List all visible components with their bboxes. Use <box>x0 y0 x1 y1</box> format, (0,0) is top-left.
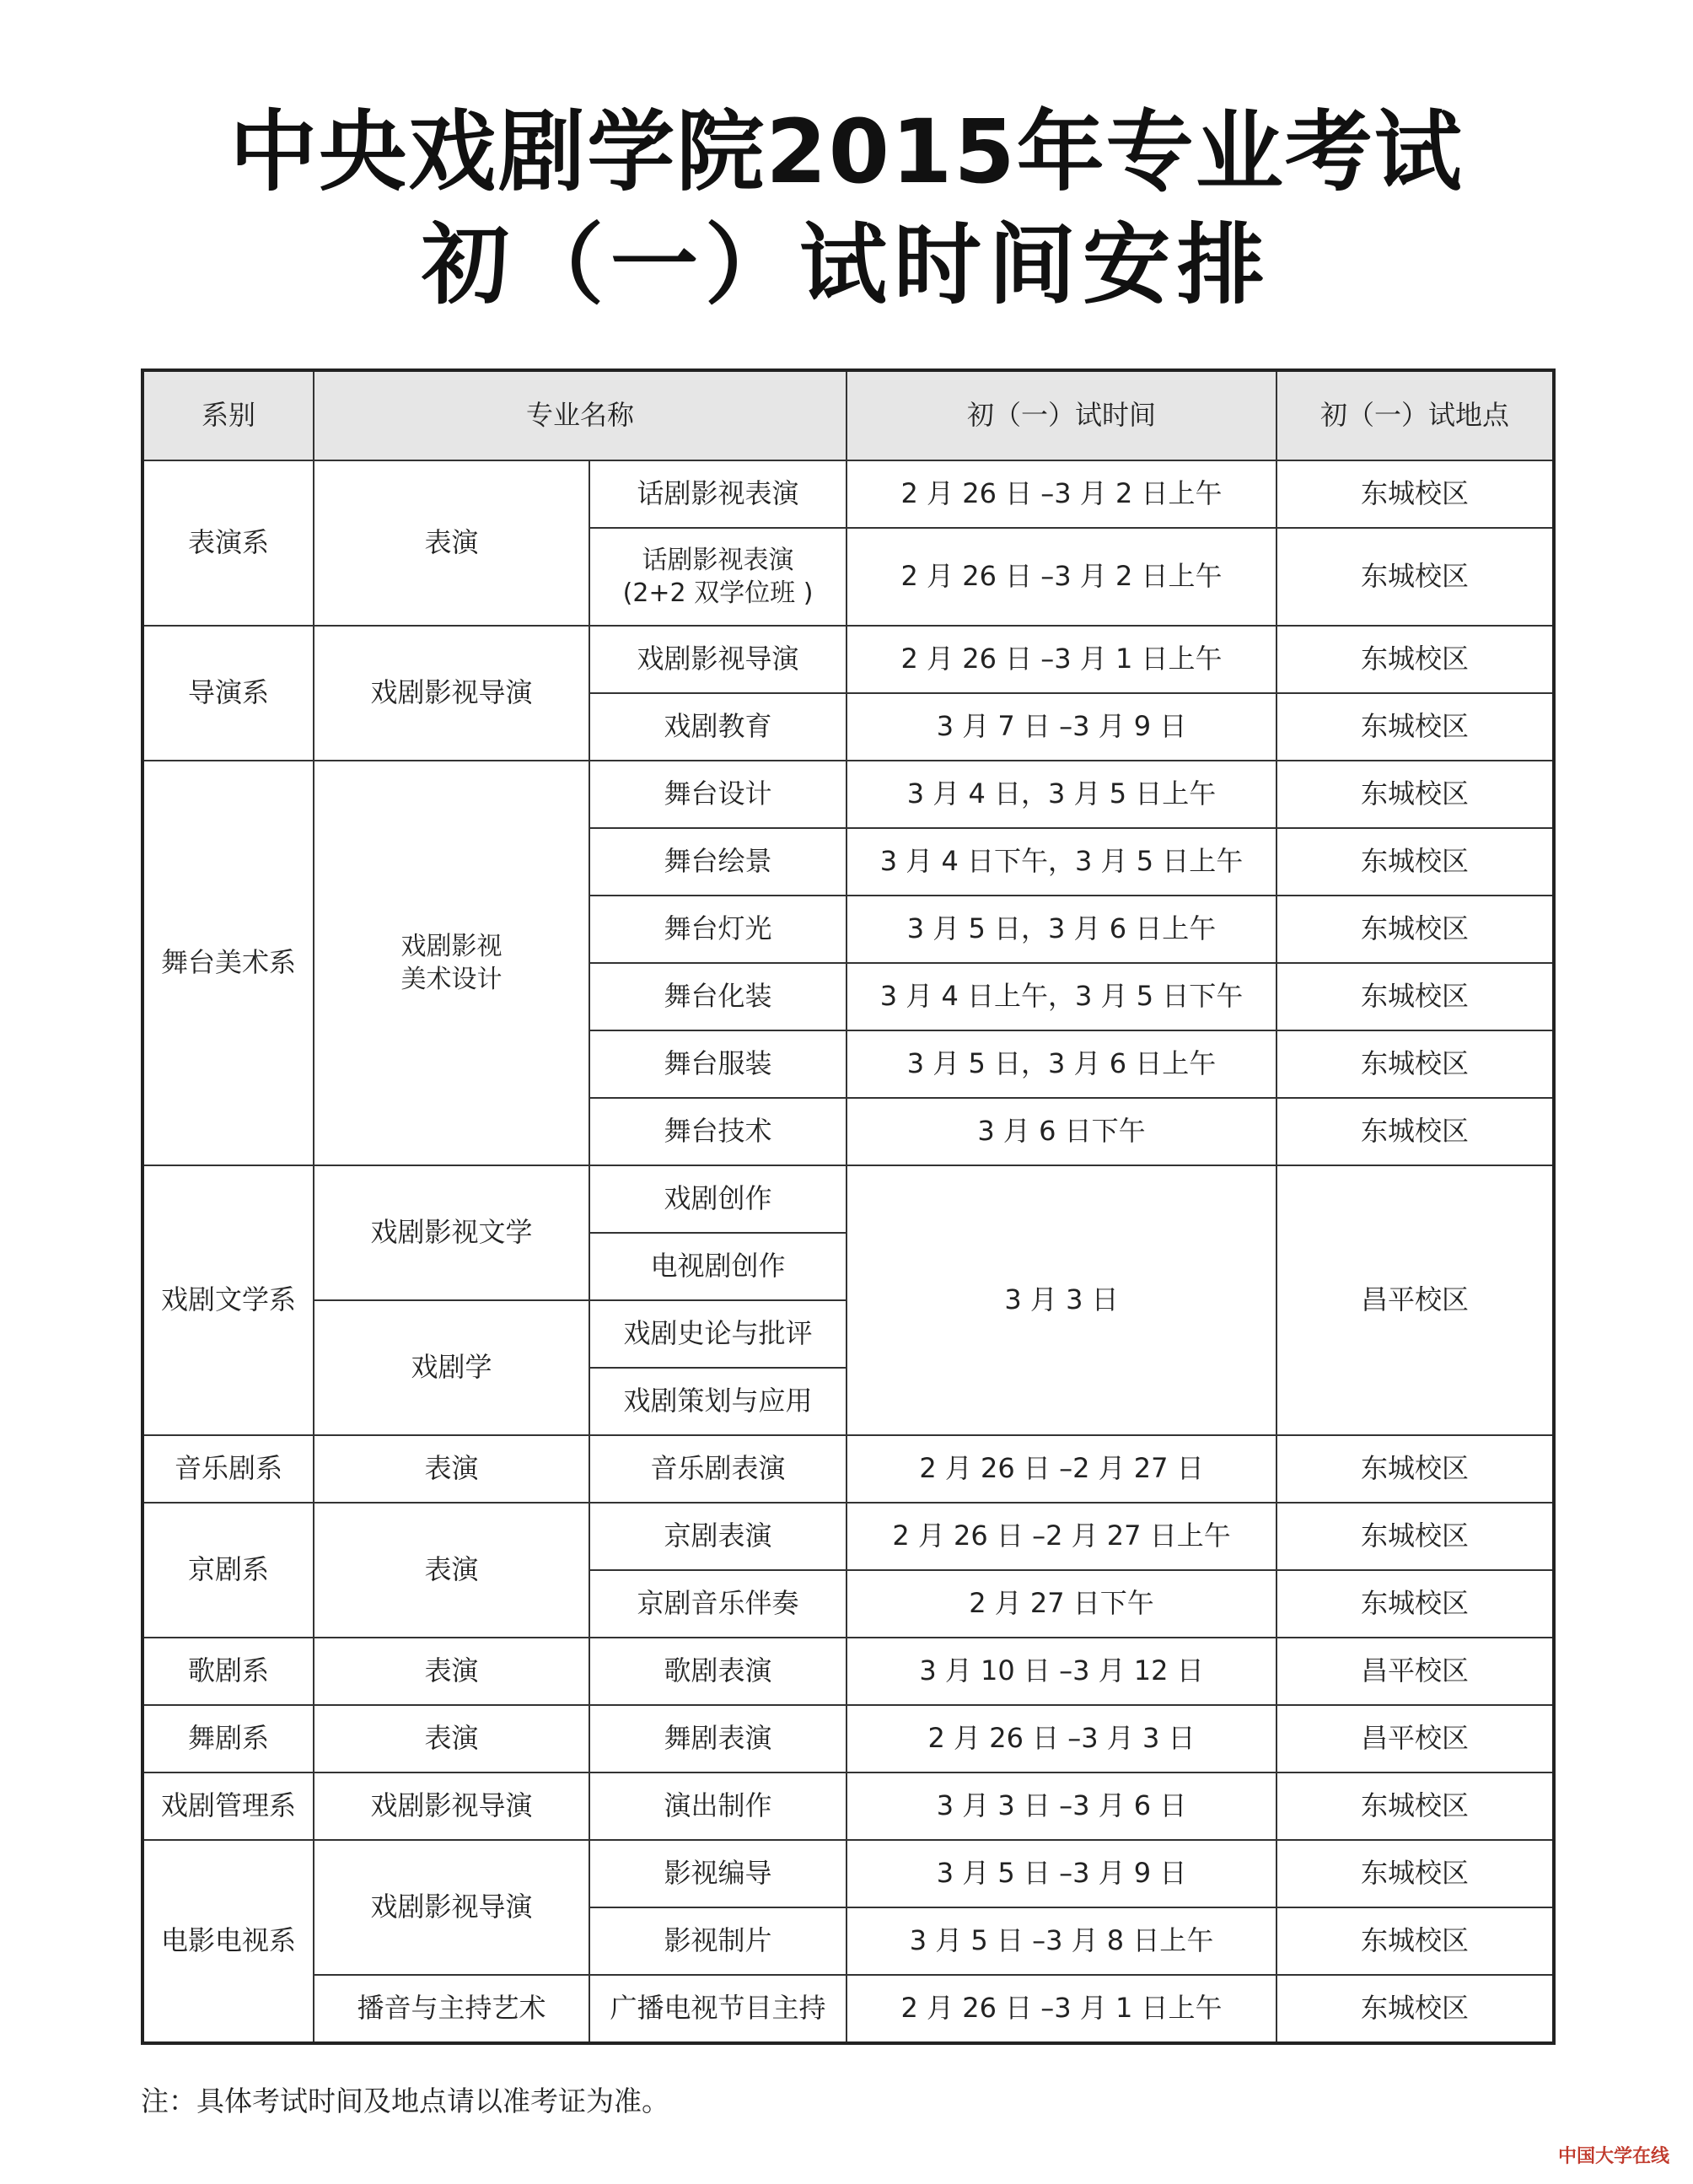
place-cell: 东城校区 <box>1276 1098 1554 1165</box>
dept-cell: 舞台美术系 <box>142 761 314 1165</box>
sub-major-cell: 舞台化装 <box>589 963 846 1030</box>
sub-major-cell: 京剧音乐伴奏 <box>589 1570 846 1638</box>
header-major: 专业名称 <box>314 370 846 460</box>
table-row <box>142 1503 1554 1570</box>
sub-major-cell: 影视编导 <box>589 1840 846 1907</box>
major-cell: 表演 <box>314 1503 589 1638</box>
table-row <box>142 1435 1554 1503</box>
header-place: 初（一）试地点 <box>1276 370 1554 460</box>
time-cell: 3 月 4 日上午，3 月 5 日下午 <box>846 963 1276 1030</box>
major-line: 戏剧影视 <box>400 932 503 961</box>
time-cell: 2 月 26 日 –2 月 27 日 <box>846 1435 1276 1503</box>
watermark-logo: 中国大学在线 <box>1557 2146 1669 2167</box>
place-cell: 东城校区 <box>1276 1570 1554 1638</box>
time-cell: 3 月 5 日 –3 月 9 日 <box>846 1840 1276 1907</box>
place-cell: 东城校区 <box>1276 460 1554 528</box>
major-cell: 表演 <box>314 1705 589 1772</box>
table-row <box>142 1165 1554 1233</box>
sub-major-cell: 舞台服装 <box>589 1030 846 1098</box>
major-cell: 表演 <box>314 1638 589 1705</box>
dept-cell: 导演系 <box>142 626 314 761</box>
major-cell: 表演 <box>314 1435 589 1503</box>
place-cell: 昌平校区 <box>1276 1705 1554 1772</box>
place-cell: 昌平校区 <box>1276 1165 1554 1435</box>
table-row <box>142 1840 1554 1907</box>
sub-major-cell: 戏剧影视导演 <box>589 626 846 693</box>
time-cell: 2 月 26 日 –3 月 3 日 <box>846 1705 1276 1772</box>
header-dept: 系别 <box>142 370 314 460</box>
sub-major-cell: 戏剧创作 <box>589 1165 846 1233</box>
sub-major-cell: 电视剧创作 <box>589 1233 846 1300</box>
table-header-row <box>142 370 1554 460</box>
place-cell: 东城校区 <box>1276 1975 1554 2043</box>
sub-major-cell <box>589 528 846 626</box>
time-cell: 2 月 26 日 –3 月 1 日上午 <box>846 626 1276 693</box>
sub-major-cell: 舞台技术 <box>589 1098 846 1165</box>
sub-major-cell: 舞台设计 <box>589 761 846 828</box>
place-cell: 东城校区 <box>1276 828 1554 896</box>
time-cell: 3 月 6 日下午 <box>846 1098 1276 1165</box>
sub-major-cell: 话剧影视表演 <box>589 460 846 528</box>
major-cell: 戏剧影视导演 <box>314 626 589 761</box>
page-title: 中央戏剧学院2015年专业考试 <box>229 100 1464 203</box>
dept-cell: 戏剧管理系 <box>142 1772 314 1840</box>
table-row <box>142 626 1554 693</box>
page-subtitle: 初（一）试时间安排 <box>421 213 1271 316</box>
major-cell: 戏剧影视导演 <box>314 1840 589 1975</box>
time-cell: 3 月 4 日，3 月 5 日上午 <box>846 761 1276 828</box>
time-cell: 3 月 5 日 –3 月 8 日上午 <box>846 1907 1276 1975</box>
sub-major-cell: 影视制片 <box>589 1907 846 1975</box>
time-cell: 3 月 4 日下午，3 月 5 日上午 <box>846 828 1276 896</box>
sub-major-cell: 戏剧史论与批评 <box>589 1300 846 1368</box>
place-cell: 东城校区 <box>1276 963 1554 1030</box>
time-cell: 2 月 27 日下午 <box>846 1570 1276 1638</box>
major-cell: 戏剧影视文学 <box>314 1165 589 1300</box>
place-cell: 昌平校区 <box>1276 1638 1554 1705</box>
major-line: 美术设计 <box>400 965 503 994</box>
header-time: 初（一）试时间 <box>846 370 1276 460</box>
schedule-table <box>141 368 1556 2045</box>
table-row <box>142 1705 1554 1772</box>
time-cell: 2 月 26 日 –3 月 1 日上午 <box>846 1975 1276 2043</box>
major-cell: 戏剧影视导演 <box>314 1772 589 1840</box>
place-cell: 东城校区 <box>1276 1840 1554 1907</box>
time-cell: 2 月 26 日 –2 月 27 日上午 <box>846 1503 1276 1570</box>
table-row <box>142 761 1554 828</box>
time-cell: 3 月 5 日，3 月 6 日上午 <box>846 896 1276 963</box>
sub-major-cell: 舞台绘景 <box>589 828 846 896</box>
major-cell <box>314 761 589 1165</box>
sub-major-cell: 演出制作 <box>589 1772 846 1840</box>
place-cell: 东城校区 <box>1276 1503 1554 1570</box>
sub-major-cell: 京剧表演 <box>589 1503 846 1570</box>
major-cell: 播音与主持艺术 <box>314 1975 589 2043</box>
dept-cell: 舞剧系 <box>142 1705 314 1772</box>
place-cell: 东城校区 <box>1276 528 1554 626</box>
dept-cell: 电影电视系 <box>142 1840 314 2043</box>
dept-cell: 音乐剧系 <box>142 1435 314 1503</box>
sub-major-cell: 戏剧教育 <box>589 693 846 761</box>
place-cell: 东城校区 <box>1276 761 1554 828</box>
place-cell: 东城校区 <box>1276 693 1554 761</box>
sub-major-label: 话剧影视表演 <box>642 546 794 575</box>
place-cell: 东城校区 <box>1276 1907 1554 1975</box>
major-cell: 戏剧学 <box>314 1300 589 1435</box>
table-row <box>142 1638 1554 1705</box>
sub-major-cell: 舞剧表演 <box>589 1705 846 1772</box>
time-cell: 3 月 5 日，3 月 6 日上午 <box>846 1030 1276 1098</box>
dept-cell: 歌剧系 <box>142 1638 314 1705</box>
dept-cell: 戏剧文学系 <box>142 1165 314 1435</box>
sub-major-cell: 戏剧策划与应用 <box>589 1368 846 1435</box>
sub-major-cell: 歌剧表演 <box>589 1638 846 1705</box>
place-cell: 东城校区 <box>1276 1772 1554 1840</box>
table-row <box>142 1975 1554 2043</box>
time-cell: 2 月 26 日 –3 月 2 日上午 <box>846 460 1276 528</box>
time-cell: 3 月 7 日 –3 月 9 日 <box>846 693 1276 761</box>
sub-major-cell: 音乐剧表演 <box>589 1435 846 1503</box>
table-row <box>142 1772 1554 1840</box>
sub-major-cell: 广播电视节目主持 <box>589 1975 846 2043</box>
place-cell: 东城校区 <box>1276 896 1554 963</box>
time-cell: 3 月 3 日 –3 月 6 日 <box>846 1772 1276 1840</box>
dept-cell: 京剧系 <box>142 1503 314 1638</box>
place-cell: 东城校区 <box>1276 1030 1554 1098</box>
sub-major-cell: 舞台灯光 <box>589 896 846 963</box>
time-cell: 2 月 26 日 –3 月 2 日上午 <box>846 528 1276 626</box>
major-cell: 表演 <box>314 460 589 626</box>
footnote: 注：具体考试时间及地点请以准考证为准。 <box>141 2084 669 2117</box>
place-cell: 东城校区 <box>1276 1435 1554 1503</box>
time-cell: 3 月 10 日 –3 月 12 日 <box>846 1638 1276 1705</box>
table-row <box>142 460 1554 528</box>
place-cell: 东城校区 <box>1276 626 1554 693</box>
dept-cell: 表演系 <box>142 460 314 626</box>
sub-major-note: (2+2 双学位班 ) <box>622 578 814 608</box>
time-cell: 3 月 3 日 <box>846 1165 1276 1435</box>
